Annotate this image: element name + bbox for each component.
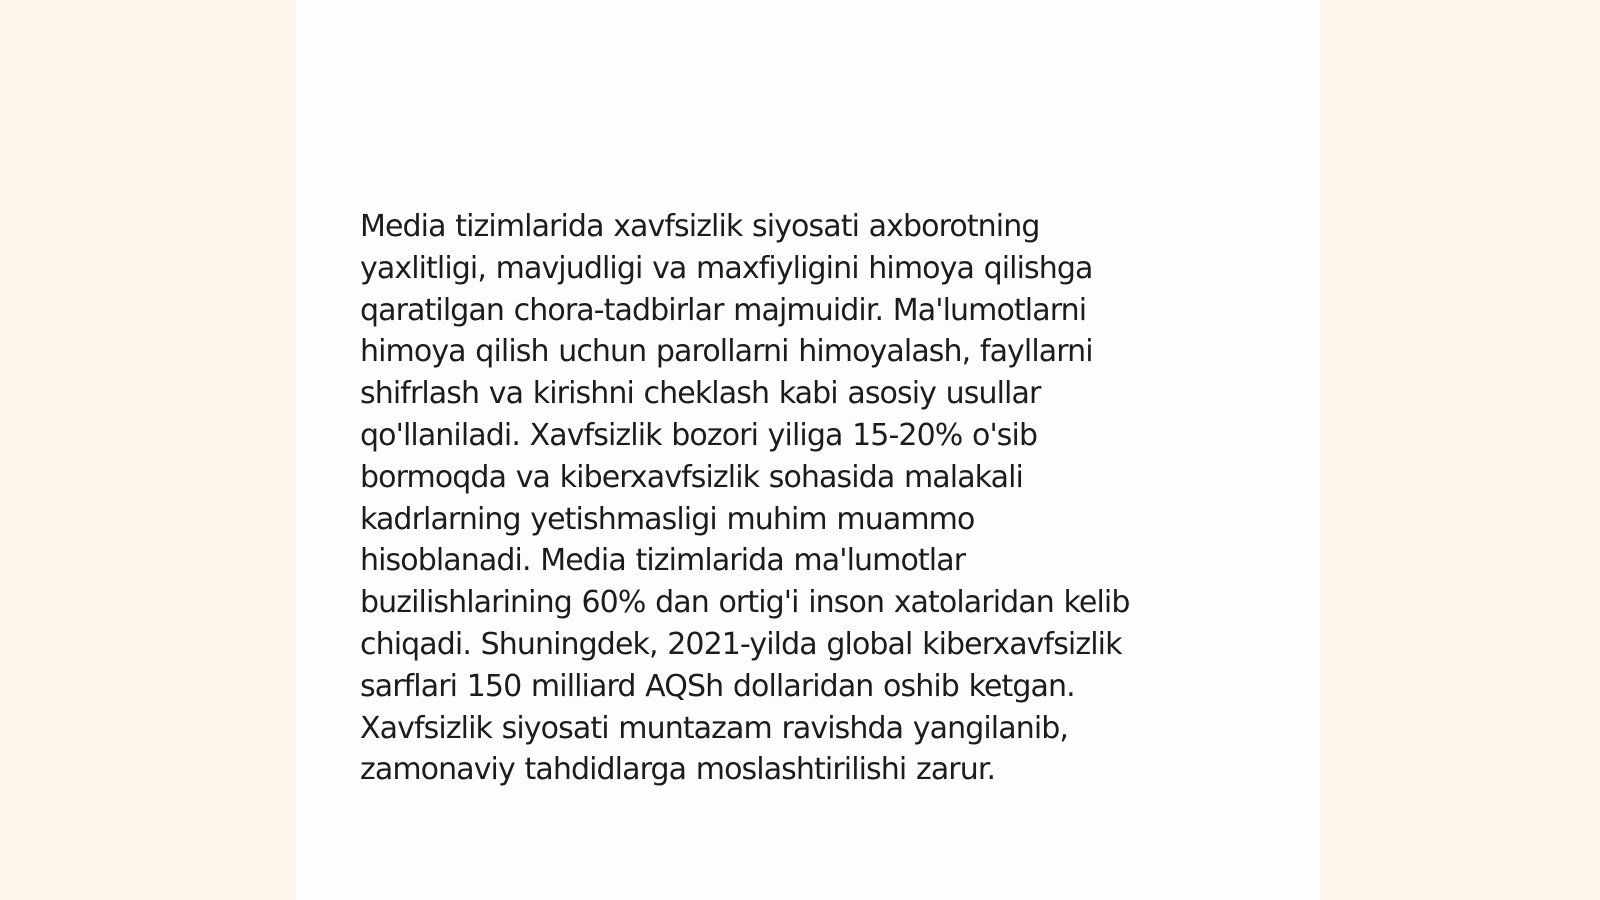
paragraph-line: Media tizimlarida xavfsizlik siyosati axborotning xyxy=(360,209,1040,244)
paragraph-line: kadrlarning yetishmasligi muhim muammo xyxy=(360,501,975,537)
paragraph-line: Xavfsizlik siyosati muntazam ravishda yangilanib, xyxy=(360,710,1069,746)
paragraph-line: qo'llaniladi. Xavfsizlik bozori yiliga 15-20% o'sib xyxy=(360,417,1038,453)
body-paragraph xyxy=(360,206,1260,791)
paragraph-line: hisoblanadi. Media tizimlarida ma'lumotlar xyxy=(360,543,966,579)
paragraph-line: sarflari 150 milliard AQSh dollaridan oshib ketgan. xyxy=(360,668,1075,704)
paragraph-line: buzilishlarining 60% dan ortig'i inson xatolaridan kelib xyxy=(360,585,1130,621)
document-page xyxy=(296,0,1320,900)
paragraph-line: qaratilgan chora-tadbirlar majmuidir. Ma'lumotlarni xyxy=(360,292,1087,328)
paragraph-line: chiqadi. Shuningdek, 2021-yilda global kiberxavfsizlik xyxy=(360,626,1122,662)
paragraph-line: zamonaviy tahdidlarga moslashtirilishi zarur. xyxy=(360,752,996,788)
paragraph-line: bormoqda va kiberxavfsizlik sohasida malakali xyxy=(360,459,1023,495)
paragraph-line: shifrlash va kirishni cheklash kabi asosiy usullar xyxy=(360,376,1041,412)
paragraph-line: yaxlitligi, mavjudligi va maxfiyligini himoya qilishga xyxy=(360,250,1093,286)
paragraph-line: himoya qilish uchun parollarni himoyalash, fayllarni xyxy=(360,334,1093,370)
